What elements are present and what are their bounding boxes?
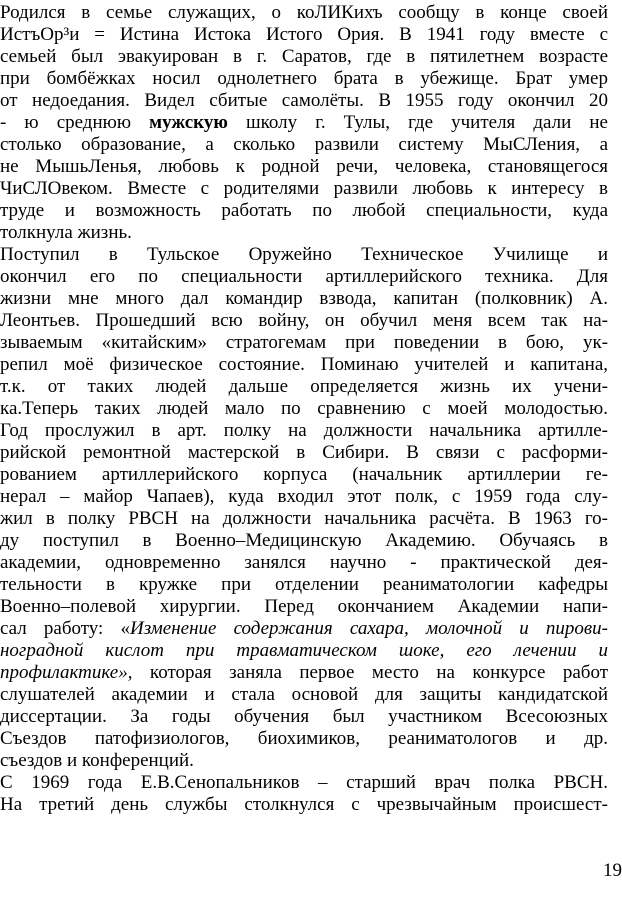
text-segment: окончил его по специальности артиллерийского техника. Для: [0, 266, 608, 287]
text-segment: академии, одновременно занялся научно - практической дея-: [0, 552, 608, 573]
text-segment: Съездов патофизиологов, биохимиков, реаниматологов и др.: [0, 728, 608, 749]
text-line: [0, 222, 608, 244]
text-segment: жизни мне много дал командир взвода, капитан (полковник) А.: [0, 288, 608, 309]
text-line: [0, 772, 608, 794]
text-segment: не МышьЛенья, любовь к родной речи, человека, становящегося: [0, 156, 608, 177]
text-line: [0, 68, 608, 90]
text-segment: нерал – майор Чапаев), куда входил этот полк, с 1959 года слу-: [0, 486, 608, 507]
text-line: [0, 156, 608, 178]
text-line: [0, 46, 608, 68]
text-segment: сал работу: «: [0, 618, 130, 639]
text-segment: рованием артиллерийского корпуса (начальник артиллерии ге-: [0, 464, 608, 485]
text-segment: т.к. от таких людей дальше определяется жизнь их учени-: [0, 376, 608, 397]
text-line: [0, 24, 608, 46]
text-line: [0, 244, 608, 266]
text-segment: толкнула жизнь.: [0, 222, 132, 243]
italic-text: Изменение содержания сахара, молочной и пирови-: [129, 618, 608, 639]
text-line: [0, 552, 608, 574]
text-line: [0, 2, 608, 24]
bold-text: мужскую: [149, 112, 228, 133]
text-line: [0, 728, 608, 750]
text-line: [0, 354, 608, 376]
text-line: [0, 706, 608, 728]
text-segment: На третий день службы столкнулся с чрезвычайным происшест-: [0, 794, 608, 815]
text-segment: , которая заняла первое место на конкурсе работ: [127, 662, 608, 683]
text-segment: при бомбёжках носил однолетнего брата в убежище. Брат умер: [0, 68, 608, 89]
text-segment: Год прослужил в арт. полку на должности начальника артилле-: [0, 420, 608, 441]
text-line: [0, 684, 608, 706]
text-segment: ка.Теперь таких людей мало по сравнению с моей молодостью.: [0, 398, 608, 419]
text-line: [0, 398, 608, 420]
text-line: [0, 618, 608, 640]
text-line: [0, 464, 608, 486]
text-line: [0, 750, 608, 772]
text-segment: школу г. Тулы, где учителя дали не: [227, 112, 608, 133]
italic-text: ноградной кислот при травматическом шоке, его лечении и: [0, 640, 608, 661]
text-line: [0, 442, 608, 464]
text-line: [0, 530, 608, 552]
text-line: [0, 332, 608, 354]
text-segment: Леонтьев. Прошедший всю войну, он обучил меня всем так на-: [0, 310, 608, 331]
text-segment: репил моё физическое состояние. Поминаю учителей и капитана,: [0, 354, 608, 375]
text-line: [0, 90, 608, 112]
text-line: [0, 288, 608, 310]
text-line: [0, 640, 608, 662]
text-segment: съездов и конференций.: [0, 750, 194, 771]
text-segment: от недоедания. Видел сбитые самолёты. В 1955 году окончил 20: [0, 90, 608, 111]
text-segment: семьей был эвакуирован в г. Саратов, где в пятилетнем возрасте: [0, 46, 608, 67]
text-line: [0, 574, 608, 596]
text-segment: рийской ремонтной мастерской в Сибири. В связи с расформи-: [0, 442, 608, 463]
text-line: [0, 112, 608, 134]
text-segment: тельности в кружке при отделении реаниматологии кафедры: [0, 574, 608, 595]
text-line: [0, 178, 608, 200]
text-segment: Родился в семье служащих, о коЛИКихъ сообщу в конце своей: [0, 2, 608, 23]
page-number: 19: [603, 860, 622, 881]
text-segment: С 1969 года Е.В.Сенопальников – старший врач полка РВСН.: [0, 772, 608, 793]
text-line: [0, 662, 608, 684]
text-line: [0, 508, 608, 530]
text-line: [0, 310, 608, 332]
text-line: [0, 200, 608, 222]
text-line: [0, 376, 608, 398]
text-segment: слушателей академии и стала основой для защиты кандидатской: [0, 684, 608, 705]
text-segment: жил в полку РВСН на должности начальника расчёта. В 1963 го-: [0, 508, 608, 529]
text-line: [0, 486, 608, 508]
text-segment: Военно–полевой хирургии. Перед окончанием Академии напи-: [0, 596, 608, 617]
text-segment: труде и возможность работать по любой специальности, куда: [0, 200, 608, 221]
text-segment: Поступил в Тульское Оружейно Техническое Училище и: [0, 244, 608, 265]
text-segment: ду поступил в Военно–Медицинскую Академию. Обучаясь в: [0, 530, 608, 551]
text-line: [0, 794, 608, 816]
text-segment: столько образование, а сколько развили систему МыСЛения, а: [0, 134, 608, 155]
text-segment: ИстъОр³и = Истина Истока Истого Ория. В 1941 году вместе с: [0, 24, 608, 45]
text-segment: ЧиСЛОвеком. Вместе с родителями развили любовь к интересу в: [0, 178, 608, 199]
text-line: [0, 266, 608, 288]
body-text: [0, 2, 608, 816]
text-segment: - ю среднюю: [0, 112, 150, 133]
italic-text: профилактике»: [0, 662, 128, 683]
text-line: [0, 134, 608, 156]
text-segment: зываемым «китайским» стратогемам при поведении в бою, ук-: [0, 332, 608, 353]
text-line: [0, 420, 608, 442]
text-segment: диссертации. За годы обучения был участником Всесоюзных: [0, 706, 608, 727]
text-line: [0, 596, 608, 618]
